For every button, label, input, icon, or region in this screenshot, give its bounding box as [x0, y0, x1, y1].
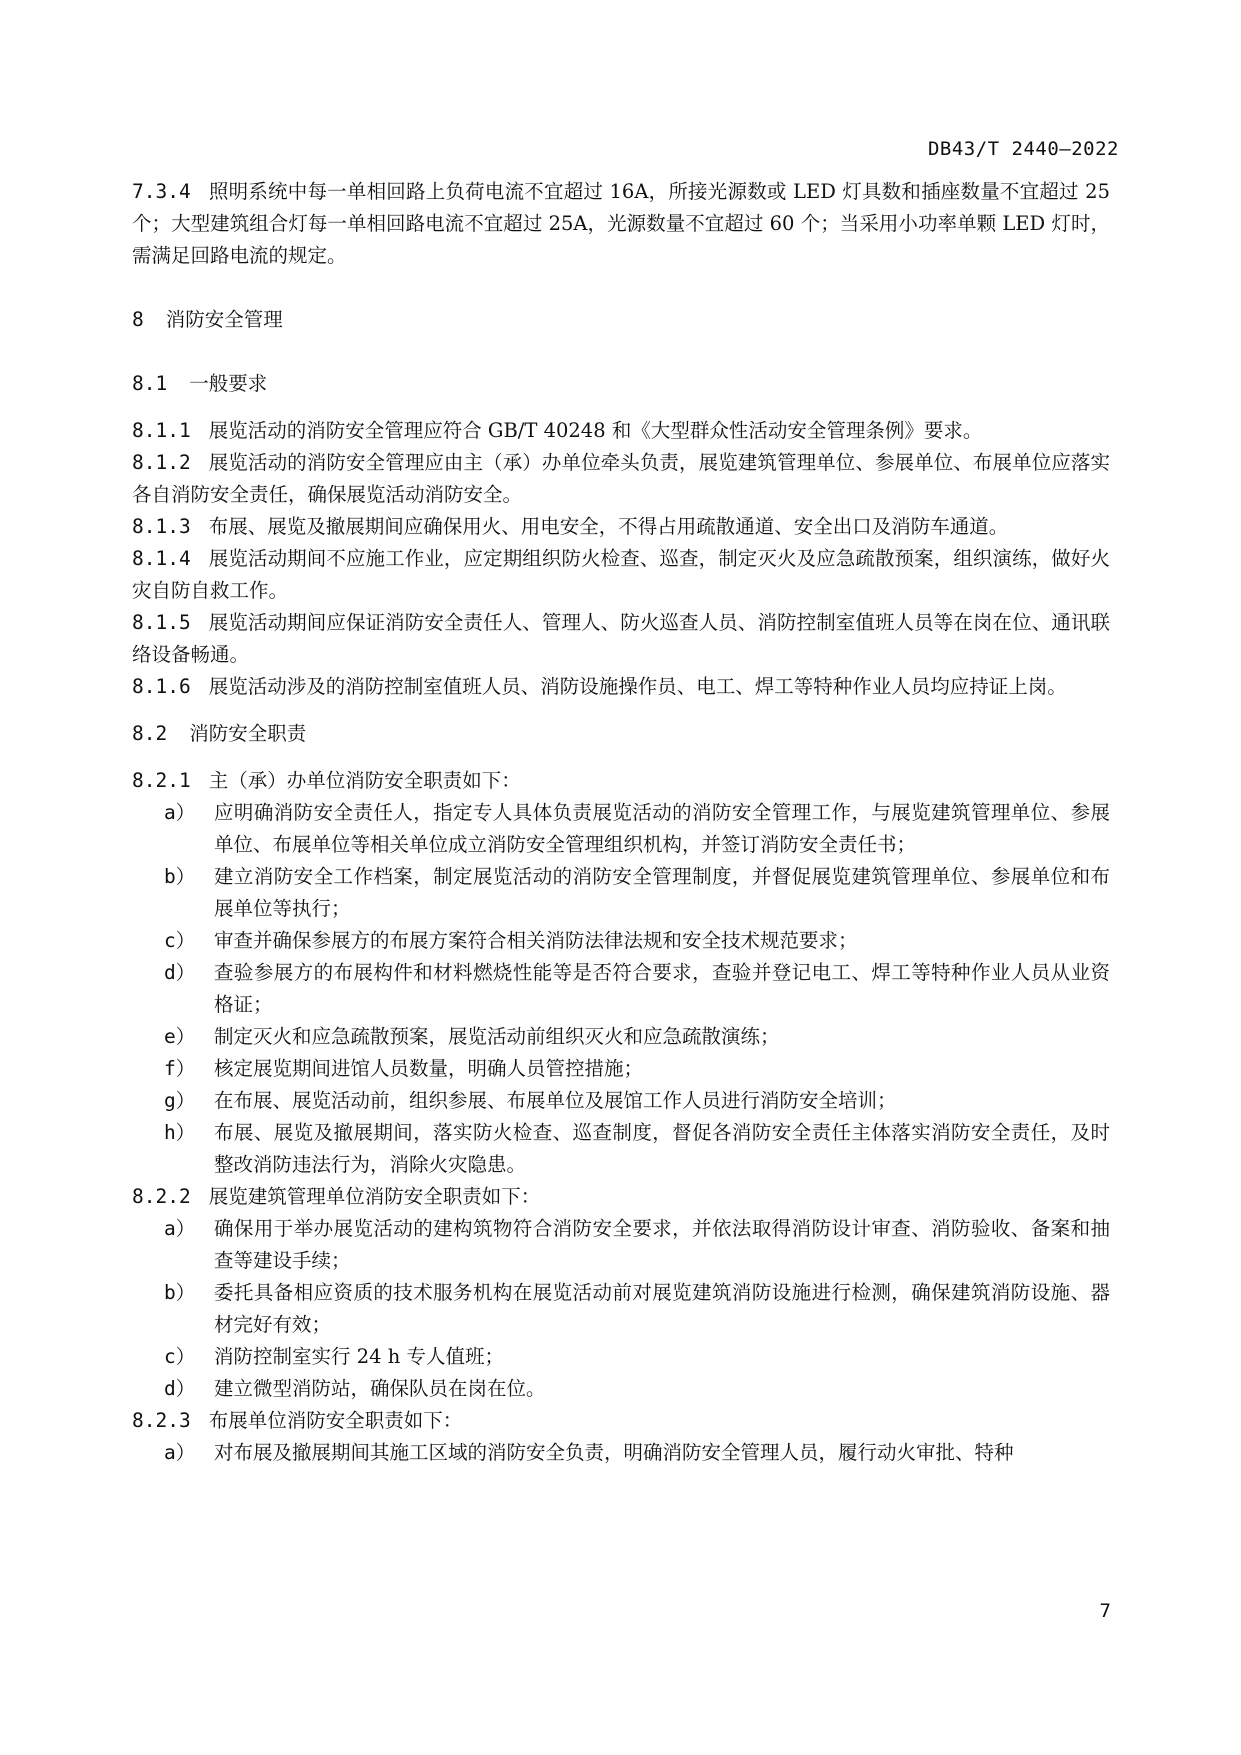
clause-text: 布展单位消防安全职责如下：: [208, 1409, 463, 1432]
subsection-title: 一般要求: [189, 372, 268, 395]
list-item: [132, 1085, 1110, 1117]
clause-number: 8.2.2: [132, 1185, 191, 1208]
list-item-text: 消防控制室实行 24 h 专人值班；: [214, 1345, 504, 1368]
clause-8-2-1: [132, 765, 1110, 797]
section-title: 消防安全管理: [165, 308, 283, 331]
list-item: [132, 1117, 1110, 1181]
list-item-text: 布展、展览及撤展期间，落实防火检查、巡查制度，督促各消防安全责任主体落实消防安全责任，及时整改消防违法行为，消除火灾隐患。: [214, 1121, 1110, 1176]
list-item-text: 核定展览期间进馆人员数量，明确人员管控措施；: [214, 1057, 644, 1080]
list-item: [132, 1341, 1110, 1373]
clause-number: 8.1.2: [132, 451, 191, 474]
list-item: [132, 925, 1110, 957]
list-item-text: 在布展、展览活动前，组织参展、布展单位及展馆工作人员进行消防安全培训；: [214, 1089, 897, 1112]
subsection-title: 消防安全职责: [189, 722, 307, 745]
subsection-number: 8.2: [132, 722, 168, 745]
subsection-heading-8-2: [132, 718, 1110, 750]
section-number: 8: [132, 308, 144, 331]
list-item-label: b）: [164, 1281, 196, 1304]
page-number: 7: [1099, 1600, 1111, 1622]
clause-7-3-4: [132, 176, 1110, 272]
clause-number: 8.1.3: [132, 515, 191, 538]
clause-number: 8.2.3: [132, 1409, 191, 1432]
list-item-label: a）: [164, 1441, 196, 1464]
clause-text: 展览建筑管理单位消防安全职责如下：: [208, 1185, 541, 1208]
clause-8-1-4: [132, 543, 1110, 607]
clause-8-1-5: [132, 607, 1110, 671]
list-item-label: g）: [164, 1089, 196, 1112]
clause-8-1-2: [132, 447, 1110, 511]
clause-number: 8.1.5: [132, 611, 191, 634]
clause-text: 展览活动的消防安全管理应由主（承）办单位牵头负责，展览建筑管理单位、参展单位、布展单位应落实各自消防安全责任，确保展览活动消防安全。: [132, 451, 1110, 506]
list-item-label: f）: [164, 1057, 196, 1080]
list-item-label: e）: [164, 1025, 196, 1048]
clause-number: 8.1.1: [132, 419, 191, 442]
list-item-label: a）: [164, 1217, 196, 1240]
clause-text: 布展、展览及撤展期间应确保用火、用电安全，不得占用疏散通道、安全出口及消防车通道。: [208, 515, 1009, 538]
page-content: [132, 176, 1110, 1469]
list-item-text: 制定灭火和应急疏散预案，展览活动前组织灭火和应急疏散演练；: [214, 1025, 780, 1048]
list-item: [132, 1213, 1110, 1277]
clause-8-1-6: [132, 671, 1110, 703]
subsection-number: 8.1: [132, 372, 168, 395]
list-item: [132, 1021, 1110, 1053]
list-item-label: b）: [164, 865, 196, 888]
clause-text: 主（承）办单位消防安全职责如下：: [208, 769, 521, 792]
list-item-label: h）: [164, 1121, 196, 1144]
list-item: [132, 957, 1110, 1021]
list-item: [132, 1437, 1110, 1469]
clause-number: 8.1.6: [132, 675, 191, 698]
list-item-text: 建立微型消防站，确保队员在岗在位。: [214, 1377, 546, 1400]
list-item: [132, 1277, 1110, 1341]
clause-text: 照明系统中每一单相回路上负荷电流不宜超过 16A，所接光源数或 LED 灯具数和插座数量不宜超过 25 个；大型建筑组合灯每一单相回路电流不宜超过 25A，光源数量不宜超过 60 个；当采用小功率单颗 LED 灯时，需满足回路电流的规定。: [132, 180, 1110, 267]
list-item-text: 建立消防安全工作档案，制定展览活动的消防安全管理制度，并督促展览建筑管理单位、参展单位和布展单位等执行；: [214, 865, 1110, 920]
document-code-header: DB43/T 2440—2022: [927, 138, 1119, 160]
clause-text: 展览活动的消防安全管理应符合 GB/T 40248 和《大型群众性活动安全管理条例》要求。: [208, 419, 983, 442]
list-item-label: d）: [164, 1377, 196, 1400]
clause-8-2-2: [132, 1181, 1110, 1213]
clause-8-2-3: [132, 1405, 1110, 1437]
clause-8-1-3: [132, 511, 1110, 543]
subsection-heading-8-1: [132, 368, 1110, 400]
list-item: [132, 1373, 1110, 1405]
clause-number: 7.3.4: [132, 180, 191, 203]
clause-number: 8.2.1: [132, 769, 191, 792]
list-item-label: d）: [164, 961, 196, 984]
clause-text: 展览活动涉及的消防控制室值班人员、消防设施操作员、电工、焊工等特种作业人员均应持证上岗。: [208, 675, 1067, 698]
list-item: [132, 797, 1110, 861]
section-heading-8: [132, 304, 1110, 336]
list-item-text: 对布展及撤展期间其施工区域的消防安全负责，明确消防安全管理人员，履行动火审批、特种: [214, 1441, 1014, 1464]
list-item-label: a）: [164, 801, 196, 824]
list-item-text: 确保用于举办展览活动的建构筑物符合消防安全要求，并依法取得消防设计审查、消防验收、备案和抽查等建设手续；: [214, 1217, 1110, 1272]
clause-8-1-1: [132, 415, 1110, 447]
list-item: [132, 1053, 1110, 1085]
list-item: [132, 861, 1110, 925]
list-item-text: 查验参展方的布展构件和材料燃烧性能等是否符合要求，查验并登记电工、焊工等特种作业人员从业资格证；: [214, 961, 1110, 1016]
clause-text: 展览活动期间不应施工作业，应定期组织防火检查、巡查，制定灭火及应急疏散预案，组织演练，做好火灾自防自救工作。: [132, 547, 1110, 602]
list-item-label: c）: [164, 929, 196, 952]
clause-text: 展览活动期间应保证消防安全责任人、管理人、防火巡查人员、消防控制室值班人员等在岗在位、通讯联络设备畅通。: [132, 611, 1110, 666]
list-item-label: c）: [164, 1345, 196, 1368]
list-item-text: 委托具备相应资质的技术服务机构在展览活动前对展览建筑消防设施进行检测，确保建筑消防设施、器材完好有效；: [214, 1281, 1110, 1336]
clause-number: 8.1.4: [132, 547, 191, 570]
list-item-text: 应明确消防安全责任人，指定专人具体负责展览活动的消防安全管理工作，与展览建筑管理单位、参展单位、布展单位等相关单位成立消防安全管理组织机构，并签订消防安全责任书；: [214, 801, 1110, 856]
list-item-text: 审查并确保参展方的布展方案符合相关消防法律法规和安全技术规范要求；: [214, 929, 858, 952]
